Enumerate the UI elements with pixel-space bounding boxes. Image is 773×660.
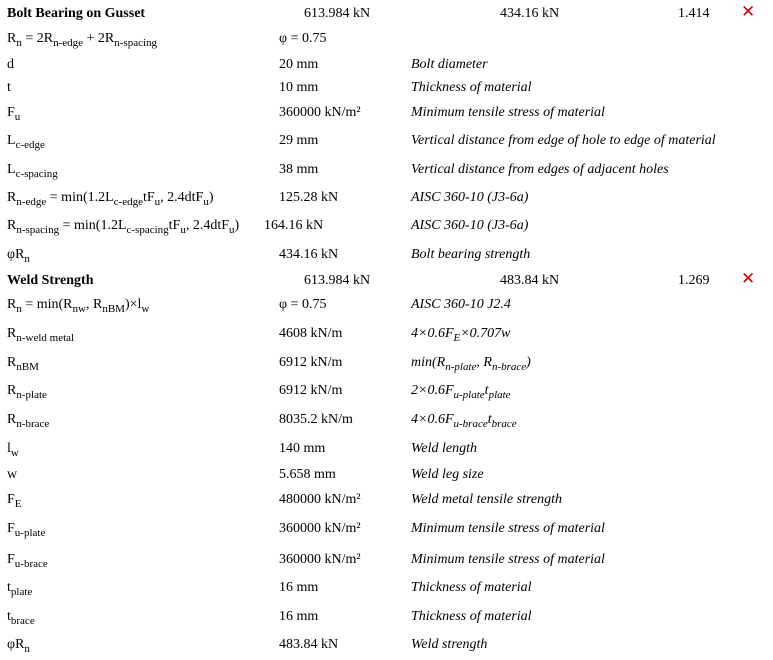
value: 20 mm <box>279 57 319 72</box>
symbol: d <box>7 57 14 72</box>
symbol: $L_{c-spacing}$ <box>7 162 58 180</box>
demand-value: 613.984 kN <box>304 6 371 21</box>
description: AISC 360-10 (J3-6a) <box>411 190 529 205</box>
symbol: $R_n = 2R_{n-edge} + 2R_{n-spacing}$ <box>7 31 158 49</box>
description: AISC 360-10 (J3-6a) <box>411 218 529 233</box>
symbol: $R_{n-brace}$ <box>7 412 50 430</box>
value: φ = 0.75 <box>279 31 327 46</box>
formula: $\min(R_{n-plate}$, $R_{n-brace}$) <box>411 355 531 373</box>
formula: $R_n = \min(R_{nw}$, $R_{nBM})\times l_w$ <box>7 297 150 315</box>
symbol: $t_{brace}$ <box>7 609 35 627</box>
symbol: $F_E$ <box>7 492 22 510</box>
value: 6912 kN/m <box>279 383 343 398</box>
cross-icon: ✕ <box>741 269 756 289</box>
description: Minimum tensile stress of material <box>411 521 605 536</box>
symbol: w <box>7 467 18 482</box>
description: Bolt diameter <box>411 57 488 72</box>
capacity-value: 434.16 kN <box>500 6 560 21</box>
description: Weld strength <box>411 637 488 652</box>
demand-value: 613.984 kN <box>304 273 371 288</box>
ratio-value: 1.414 <box>678 6 710 21</box>
description: Thickness of material <box>411 580 532 595</box>
value: 16 mm <box>279 609 319 624</box>
description: Bolt bearing strength <box>411 247 531 262</box>
capacity-value: 483.84 kN <box>500 273 560 288</box>
symbol: t <box>7 80 11 95</box>
description: Minimum tensile stress of material <box>411 552 605 567</box>
value: 29 mm <box>279 133 319 148</box>
cross-icon: ✕ <box>741 2 756 22</box>
value: 125.28 kN <box>279 190 339 205</box>
formula: $R_{n-spacing} = \min(1.2L_{c-spacing}tF_u$, 2.4dtF$_u$) <box>7 218 240 236</box>
ratio-value: 1.269 <box>678 273 710 288</box>
description: Weld leg size <box>411 467 484 482</box>
value: 360000 kN/m² <box>279 105 361 120</box>
symbol: $F_u$ <box>7 105 21 123</box>
symbol: $R_{nBM}$ <box>7 355 39 373</box>
description: Vertical distance from edge of hole to edge of material <box>411 133 716 148</box>
section-title: Weld Strength <box>7 273 94 288</box>
section-title: Bolt Bearing on Gusset <box>7 6 146 21</box>
value: 4608 kN/m <box>279 326 343 341</box>
description: AISC 360-10 J2.4 <box>411 297 511 312</box>
value: 6912 kN/m <box>279 355 343 370</box>
description: Vertical distance from edges of adjacent holes <box>411 162 669 177</box>
value: 38 mm <box>279 162 319 177</box>
value: 8035.2 kN/m <box>279 412 353 427</box>
value: 140 mm <box>279 441 326 456</box>
value: 480000 kN/m² <box>279 492 361 507</box>
symbol: $t_{plate}$ <box>7 580 33 598</box>
symbol: $F_{u-plate}$ <box>7 521 46 539</box>
description: Minimum tensile stress of material <box>411 105 605 120</box>
value: 10 mm <box>279 80 319 95</box>
value: 16 mm <box>279 580 319 595</box>
value: 483.84 kN <box>279 637 339 652</box>
value: 5.658 mm <box>279 467 336 482</box>
description: Thickness of material <box>411 609 532 624</box>
symbol: $L_{c-edge}$ <box>7 133 45 151</box>
symbol: $F_{u-brace}$ <box>7 552 48 570</box>
value: φ = 0.75 <box>279 297 327 312</box>
formula: $4\times 0.6F_E\times 0.707w$ <box>411 326 511 344</box>
description: Thickness of material <box>411 80 532 95</box>
description: Weld length <box>411 441 477 456</box>
value: 360000 kN/m² <box>279 521 361 536</box>
formula: $4\times 0.6F_{u-brace}t_{brace}$ <box>411 412 517 430</box>
description: Weld metal tensile strength <box>411 492 562 507</box>
symbol: $R_{n-weld metal}$ <box>7 326 75 344</box>
value: 434.16 kN <box>279 247 339 262</box>
value: 360000 kN/m² <box>279 552 361 567</box>
symbol: $l_w$ <box>7 441 19 459</box>
formula: $2\times 0.6F_{u-plate}t_{plate}$ <box>411 383 511 401</box>
symbol: $R_{n-plate}$ <box>7 383 47 401</box>
formula: $R_{n-edge} = \min(1.2L_{c-edge}tF_u$, 2.4dtF$_u$) <box>7 190 214 208</box>
value: 164.16 kN <box>264 218 324 233</box>
symbol: $\varphi R_n$ <box>7 637 30 655</box>
symbol: $\varphi R_n$ <box>7 247 30 265</box>
